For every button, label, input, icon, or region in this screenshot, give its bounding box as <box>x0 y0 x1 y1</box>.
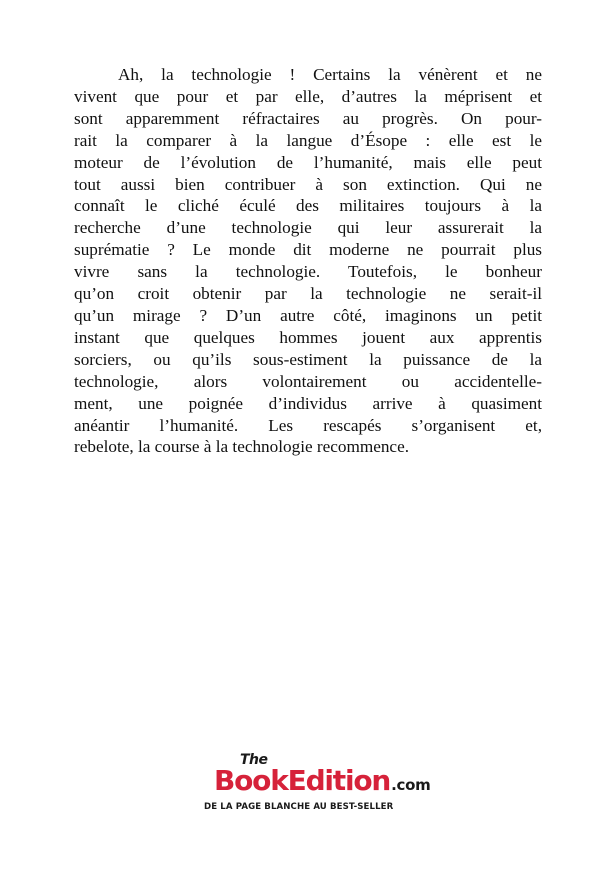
paragraph-line: rait la comparer à la langue d’Ésope : elle est le <box>74 130 542 150</box>
paragraph-line: vivre sans la technologie. Toutefois, le bonheur <box>74 262 542 282</box>
logo-the-text: The <box>240 752 268 768</box>
paragraph-line: qu’un mirage ? D’un autre côté, imaginons un petit <box>74 305 542 325</box>
paragraph-line: moteur de l’évolution de l’humanité, mais elle peut <box>74 152 542 172</box>
paragraph-line: tout aussi bien contribuer à son extinction. Qui ne <box>74 174 542 194</box>
paragraph-line: connaît le cliché éculé des militaires toujours à la <box>74 196 542 216</box>
paragraph-line: instant que quelques hommes jouent aux apprentis <box>74 327 542 347</box>
logo-brand-name: BookEdition <box>214 764 391 797</box>
bookedition-logo <box>200 752 436 818</box>
paragraph-line: recherche d’une technologie qui leur assurerait la <box>74 218 542 238</box>
paragraph-line: vivent que pour et par elle, d’autres la méprisent et <box>74 86 542 106</box>
logo-tagline: DE LA PAGE BLANCHE AU BEST-SELLER <box>204 802 394 812</box>
paragraph-line: sorciers, ou qu’ils sous-estiment la puissance de la <box>74 349 542 369</box>
paragraph-line: sont apparemment réfractaires au progrès. On pour- <box>74 108 542 128</box>
paragraph-line: qu’on croit obtenir par la technologie ne serait-il <box>74 284 542 304</box>
paragraph-line: technologie, alors volontairement ou accidentelle- <box>74 371 542 391</box>
logo-domain-suffix: .com <box>391 776 431 794</box>
paragraph-line: Ah, la technologie ! Certains la vénèrent et ne <box>118 65 542 84</box>
paragraph-line: ment, une poignée d’individus arrive à quasiment <box>74 393 542 413</box>
paragraph-line: rebelote, la course à la technologie recommence. <box>74 437 409 457</box>
paragraph-line: suprématie ? Le monde dit moderne ne pourrait plus <box>74 240 542 260</box>
paragraph-line: anéantir l’humanité. Les rescapés s’organisent et, <box>74 415 542 435</box>
body-paragraph <box>74 64 542 458</box>
logo-wordmark <box>214 764 430 797</box>
